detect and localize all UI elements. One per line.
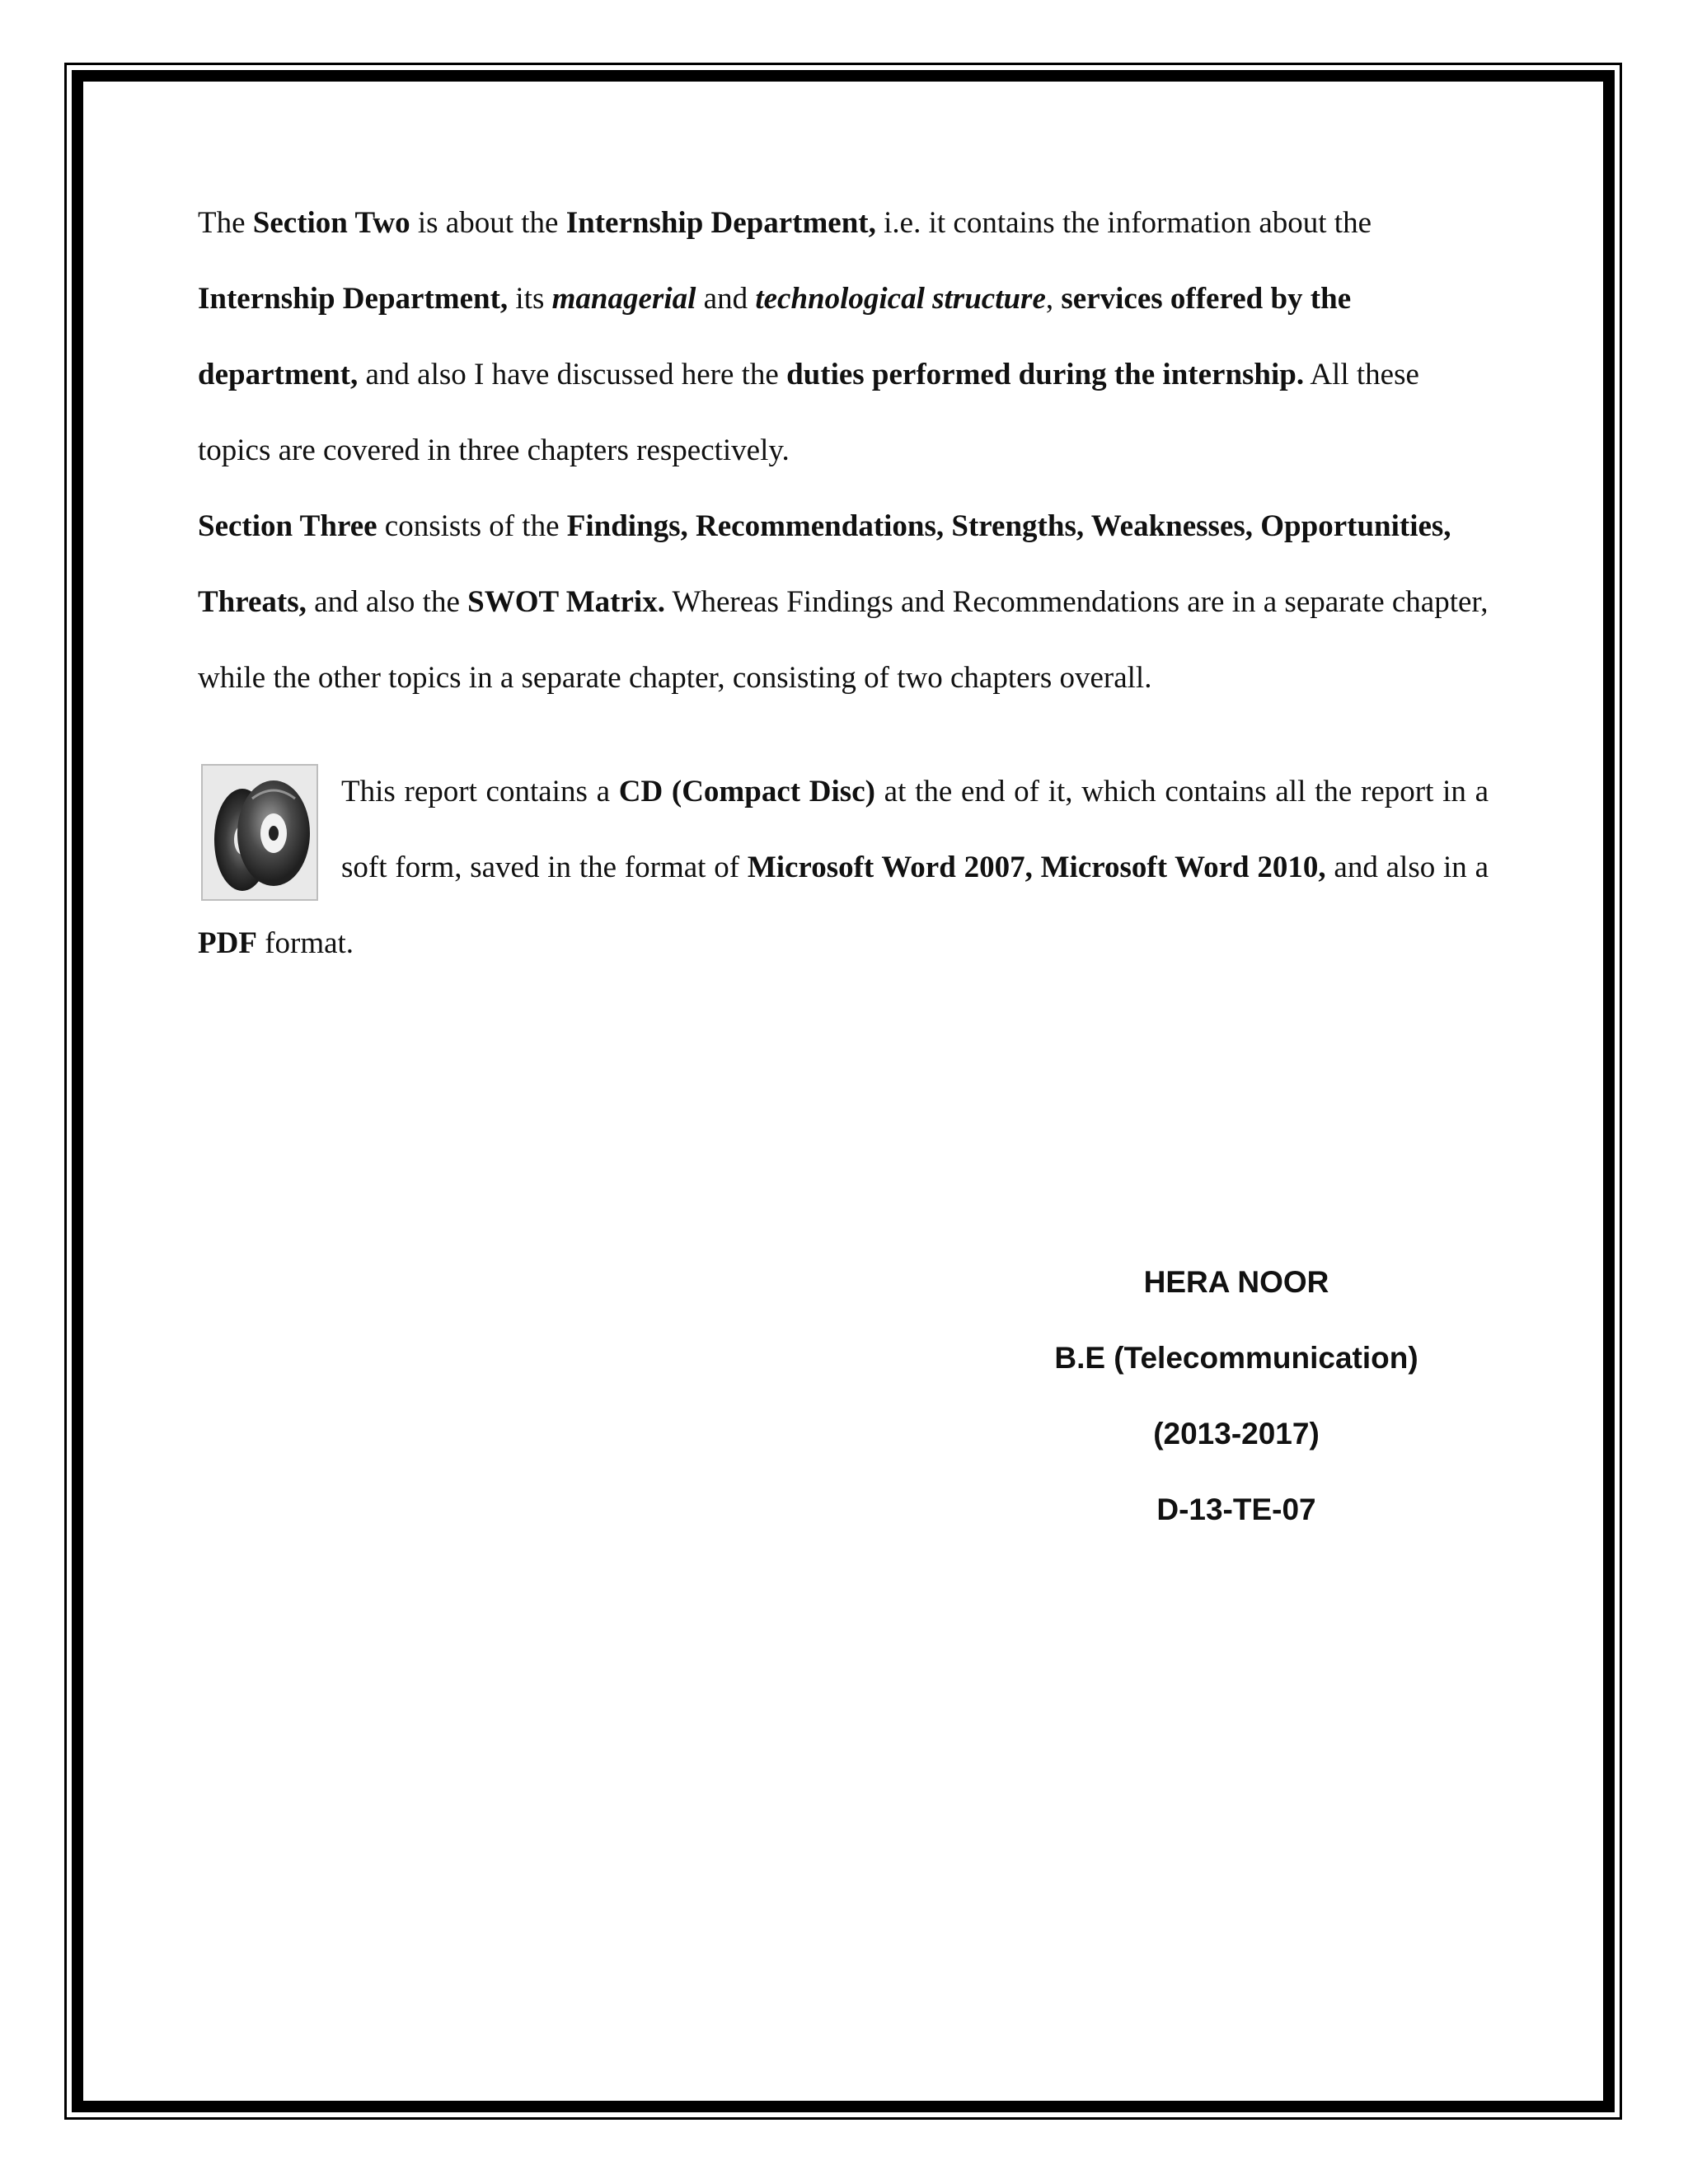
text-run: All these topics are covered in three chapters respectively. bbox=[198, 358, 1419, 467]
author-years: (2013-2017) bbox=[1153, 1417, 1320, 1451]
text-run: at the end of it, which contains all the report in a soft form, saved in the format of bbox=[341, 775, 1489, 884]
text-run: its bbox=[508, 282, 552, 316]
paragraph-cd bbox=[198, 754, 1489, 982]
bold-run: Internship Department, bbox=[565, 206, 876, 240]
text-run: is about the bbox=[410, 206, 566, 240]
bold-run: Findings, Recommendations, Strengths, Weaknesses, Opportunities, Threats, bbox=[198, 509, 1451, 619]
cd-paragraph-block bbox=[198, 754, 1489, 982]
author-roll-number: D-13-TE-07 bbox=[1156, 1493, 1316, 1526]
bold-run: Internship Department, bbox=[198, 282, 509, 316]
bold-italic-run: technological structure bbox=[755, 282, 1046, 316]
author-name: HERA NOOR bbox=[1143, 1265, 1329, 1299]
author-signature-block bbox=[989, 1244, 1484, 1548]
document-body bbox=[198, 185, 1489, 982]
text-run: format. bbox=[256, 926, 354, 960]
text-run: and also I have discussed here the bbox=[358, 358, 787, 391]
bold-run: Section Two bbox=[252, 206, 410, 240]
text-run: , bbox=[1045, 282, 1062, 316]
bold-run: SWOT Matrix. bbox=[467, 585, 665, 619]
text-run: and also in a bbox=[1325, 851, 1489, 884]
bold-italic-run: managerial bbox=[551, 282, 696, 316]
bold-run: duties performed during the internship. bbox=[786, 358, 1305, 391]
paragraph-section-two bbox=[198, 185, 1489, 489]
author-degree: B.E (Telecommunication) bbox=[1054, 1341, 1418, 1375]
text-run: and bbox=[696, 282, 756, 316]
text-run: The bbox=[198, 206, 253, 240]
bold-run: Section Three bbox=[198, 509, 377, 543]
bold-run: services offered by the department, bbox=[198, 282, 1352, 391]
text-run: Whereas Findings and Recommendations are in a separate chapter, while the other topics in a separate chapter, consisting of two chapters overall. bbox=[198, 585, 1489, 695]
bold-run: PDF bbox=[198, 926, 257, 960]
paragraph-section-three bbox=[198, 489, 1489, 716]
compact-disc-icon bbox=[201, 764, 318, 901]
bold-run: CD (Compact Disc) bbox=[618, 775, 875, 808]
text-run: This report contains a bbox=[341, 775, 619, 808]
bold-run: Microsoft Word 2007, Microsoft Word 2010, bbox=[747, 851, 1326, 884]
text-run: i.e. it contains the information about the bbox=[875, 206, 1372, 240]
text-run: consists of the bbox=[377, 509, 567, 543]
text-run: and also the bbox=[306, 585, 468, 619]
